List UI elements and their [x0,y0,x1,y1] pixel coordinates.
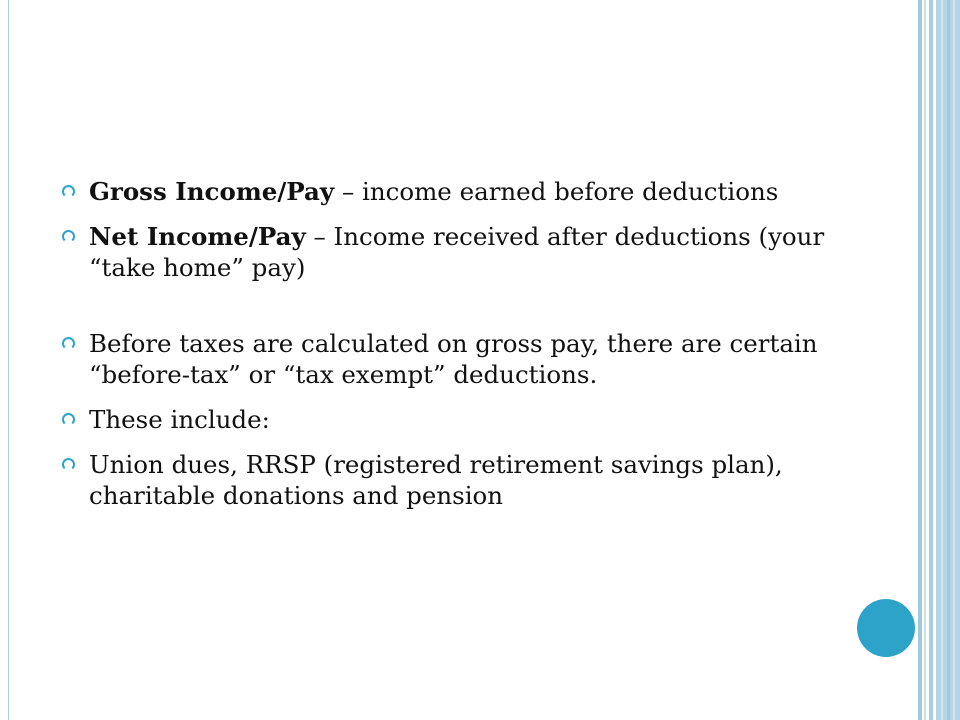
decorative-stripe [924,0,926,720]
bullet-text: – Income received after deductions (your “take home” pay) [89,222,825,282]
open-circle-bullet-icon [62,458,75,471]
left-border-line [8,0,9,720]
decorative-stripe [918,0,922,720]
decorative-stripe [953,0,955,720]
bullet-text: These include: [89,405,270,434]
open-circle-bullet-icon [62,230,75,243]
bullet-item-before-taxes [62,328,852,390]
bullet-text: – income earned before deductions [334,177,779,206]
bullet-item-deductions-list [62,449,852,511]
open-circle-bullet-icon [62,413,75,426]
bullet-list [62,176,852,525]
open-circle-bullet-icon [62,185,75,198]
accent-dot-icon [857,599,915,657]
decorative-stripe [947,0,950,720]
bullet-item-net-income [62,221,852,283]
bullet-term: Net Income/Pay [89,222,306,251]
bullet-item-gross-income [62,176,852,207]
decorative-stripe [929,0,933,720]
bullet-text: Before taxes are calculated on gross pay, there are certain “before-tax” or “tax exempt” deductions. [89,329,818,389]
bullet-text: Union dues, RRSP (registered retirement savings plan), charitable donations and pension [89,450,783,510]
decorative-stripe [941,0,943,720]
bullet-term: Gross Income/Pay [89,177,335,206]
open-circle-bullet-icon [62,337,75,350]
bullet-item-these-include [62,404,852,435]
